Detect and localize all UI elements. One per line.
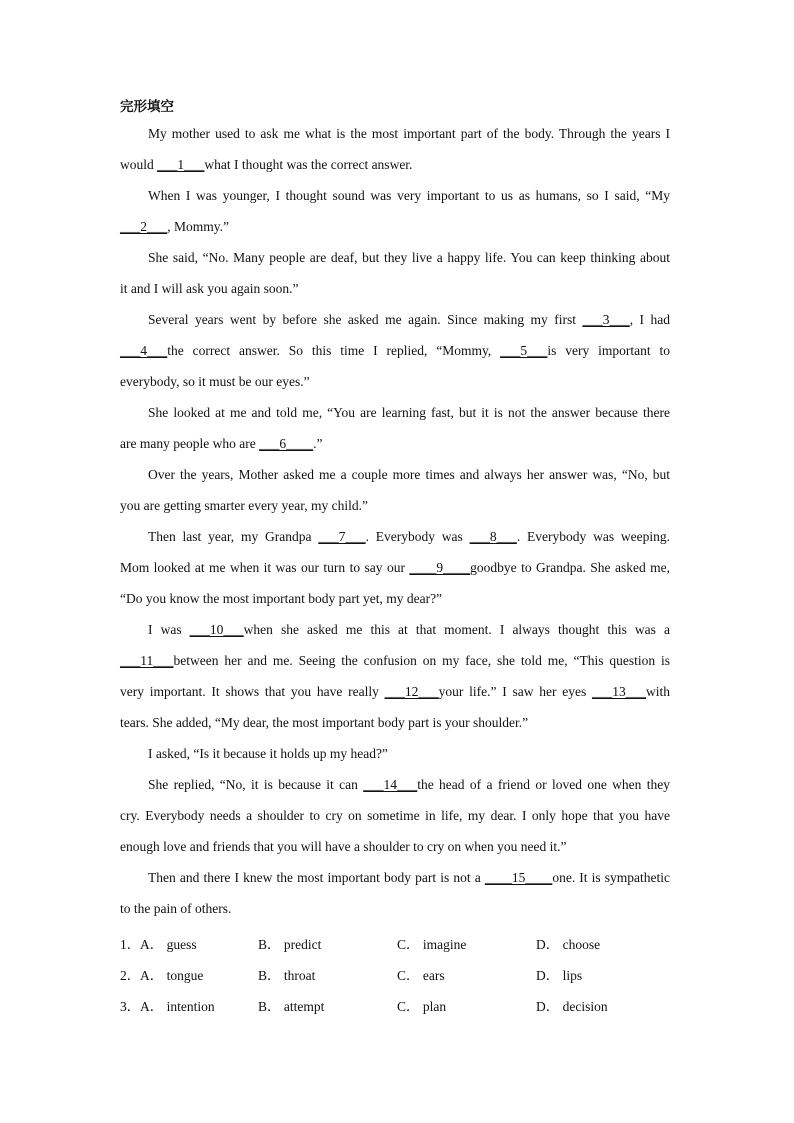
option-d: D． decision bbox=[536, 999, 608, 1014]
passage-text: tears. She added, “My dear, the most important body part is your shoulder.” bbox=[120, 715, 529, 730]
passage-text: enough love and friends that you will have a shoulder to cry on when you need it.” bbox=[120, 839, 567, 854]
answer-blank: ___6____ bbox=[259, 436, 314, 451]
passage-line bbox=[120, 211, 670, 242]
answer-blank: ___14___ bbox=[363, 777, 418, 792]
question-row bbox=[120, 960, 680, 991]
question-number: 1． bbox=[120, 937, 141, 952]
passage-text: it and I will ask you again soon.” bbox=[120, 281, 299, 296]
option-c: C． ears bbox=[397, 968, 445, 983]
option-a: A． intention bbox=[140, 999, 215, 1014]
answer-blank: ___3___ bbox=[582, 312, 630, 327]
cloze-passage bbox=[120, 118, 670, 924]
passage-line bbox=[120, 552, 670, 583]
passage-line bbox=[120, 304, 670, 335]
passage-line bbox=[120, 490, 670, 521]
question-number: 2． bbox=[120, 968, 141, 983]
option-d: D． choose bbox=[536, 937, 601, 952]
passage-text: you are getting smarter every year, my child.” bbox=[120, 498, 368, 513]
answer-blank: ___5___ bbox=[500, 343, 548, 358]
passage-text: Mom looked at me when it was our turn to say our bbox=[120, 560, 410, 575]
passage-line bbox=[120, 428, 670, 459]
passage-line bbox=[120, 180, 670, 211]
answer-blank: ___4___ bbox=[120, 343, 168, 358]
passage-text: . Everybody was weeping. bbox=[516, 529, 670, 544]
answer-blank: ___8___ bbox=[469, 529, 517, 544]
passage-line bbox=[120, 614, 670, 645]
passage-text: She replied, “No, it is because it can bbox=[148, 777, 364, 792]
passage-text: with bbox=[645, 684, 670, 699]
passage-text: cry. Everybody needs a shoulder to cry on sometime in life, my dear. I only hope that you have bbox=[120, 808, 670, 823]
passage-text: Several years went by before she asked me again. Since making my first bbox=[148, 312, 583, 327]
passage-text: .” bbox=[313, 436, 323, 451]
passage-line bbox=[120, 800, 670, 831]
passage-line bbox=[120, 521, 670, 552]
passage-text: when she asked me this at that moment. I always thought this was a bbox=[243, 622, 670, 637]
passage-line bbox=[120, 149, 670, 180]
passage-line bbox=[120, 366, 670, 397]
answer-blank: ___1___ bbox=[157, 157, 205, 172]
passage-line bbox=[120, 707, 670, 738]
section-title: 完形填空 bbox=[120, 99, 174, 115]
passage-text: Over the years, Mother asked me a couple more times and always her answer was, “No, but bbox=[148, 467, 670, 482]
passage-text: When I was younger, I thought sound was very important to us as humans, so I said, “My bbox=[148, 188, 670, 203]
question-row bbox=[120, 929, 680, 960]
option-b: B． throat bbox=[258, 968, 316, 983]
passage-text: between her and me. Seeing the confusion on my face, she told me, “This question is bbox=[173, 653, 670, 668]
passage-text: the head of a friend or loved one when they bbox=[417, 777, 670, 792]
passage-line bbox=[120, 242, 670, 273]
passage-text: I asked, “Is it because it holds up my head?” bbox=[148, 746, 388, 761]
passage-line bbox=[120, 459, 670, 490]
question-row bbox=[120, 991, 680, 1022]
passage-text: She said, “No. Many people are deaf, but they live a happy life. You can keep thinking about bbox=[148, 250, 670, 265]
answer-blank: ___12___ bbox=[384, 684, 439, 699]
passage-text: She looked at me and told me, “You are learning fast, but it is not the answer because there bbox=[148, 405, 670, 420]
passage-text: one. It is sympathetic bbox=[552, 870, 671, 885]
passage-line bbox=[120, 583, 670, 614]
passage-text: are many people who are bbox=[120, 436, 260, 451]
option-c: C． plan bbox=[397, 999, 447, 1014]
question-number: 3． bbox=[120, 999, 141, 1014]
passage-text: very important. It shows that you have really bbox=[120, 684, 385, 699]
answer-blank: ____9____ bbox=[409, 560, 471, 575]
passage-line bbox=[120, 273, 670, 304]
option-d: D． lips bbox=[536, 968, 583, 983]
passage-text: what I thought was the correct answer. bbox=[204, 157, 413, 172]
passage-line bbox=[120, 397, 670, 428]
answer-blank: ___10___ bbox=[189, 622, 244, 637]
passage-line bbox=[120, 769, 670, 800]
passage-line bbox=[120, 118, 670, 149]
passage-text: , Mommy.” bbox=[167, 219, 229, 234]
answer-blank: ___11___ bbox=[120, 653, 174, 668]
passage-text: My mother used to ask me what is the most important part of the body. Through the years I bbox=[148, 126, 670, 141]
passage-text: to the pain of others. bbox=[120, 901, 232, 916]
passage-line bbox=[120, 645, 670, 676]
passage-text: Then and there I knew the most important body part is not a bbox=[148, 870, 485, 885]
passage-line bbox=[120, 862, 670, 893]
passage-text: would bbox=[120, 157, 158, 172]
passage-text: I was bbox=[148, 622, 190, 637]
passage-text: , I had bbox=[629, 312, 670, 327]
option-c: C． imagine bbox=[397, 937, 467, 952]
answer-blank: ____15____ bbox=[484, 870, 553, 885]
option-a: A． tongue bbox=[140, 968, 204, 983]
answer-blank: ___7___ bbox=[318, 529, 366, 544]
passage-text: the correct answer. So this time I replied, “Mommy, bbox=[167, 343, 501, 358]
answer-blank: ___13___ bbox=[591, 684, 646, 699]
passage-text: goodbye to Grandpa. She asked me, bbox=[470, 560, 670, 575]
passage-line bbox=[120, 738, 670, 769]
passage-line bbox=[120, 893, 670, 924]
passage-text: . Everybody was bbox=[365, 529, 470, 544]
passage-text: is very important to bbox=[547, 343, 671, 358]
passage-line bbox=[120, 676, 670, 707]
passage-text: “Do you know the most important body part yet, my dear?” bbox=[120, 591, 443, 606]
passage-text: Then last year, my Grandpa bbox=[148, 529, 319, 544]
option-b: B． predict bbox=[258, 937, 322, 952]
passage-text: your life.” I saw her eyes bbox=[438, 684, 592, 699]
passage-line bbox=[120, 335, 670, 366]
answer-blank: ___2___ bbox=[120, 219, 168, 234]
passage-text: everybody, so it must be our eyes.” bbox=[120, 374, 310, 389]
option-b: B． attempt bbox=[258, 999, 325, 1014]
passage-line bbox=[120, 831, 670, 862]
answer-options bbox=[120, 929, 680, 1022]
option-a: A． guess bbox=[140, 937, 197, 952]
